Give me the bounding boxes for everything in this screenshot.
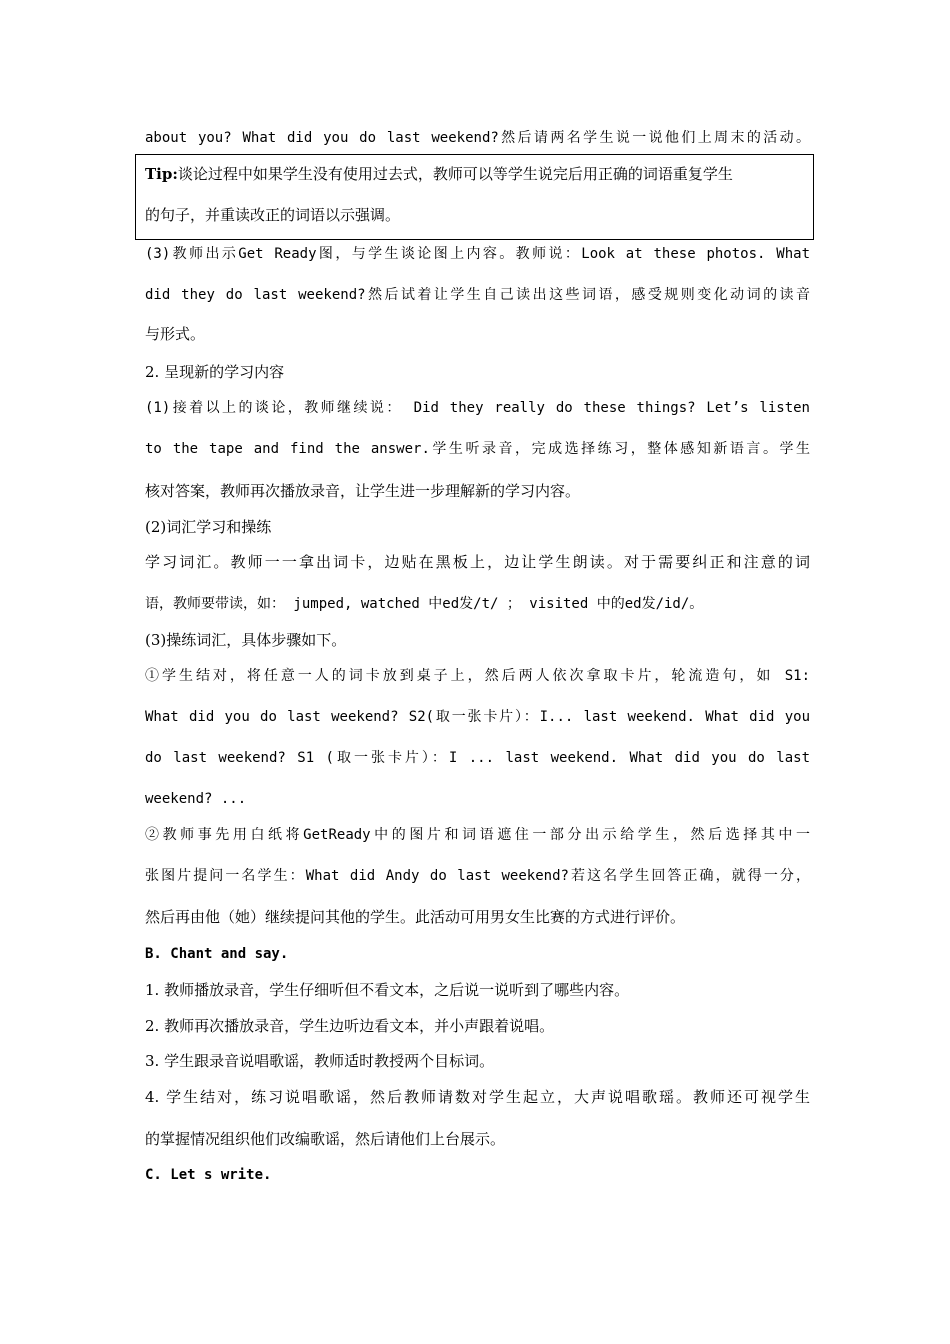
paragraph-line: 然后再由他（她）继续提问其他的学生。此活动可用男女生比赛的方式进行评价。 bbox=[145, 908, 686, 926]
paragraph-line: What did you do last weekend? S2(取一张卡片）：I... last weekend. What did you bbox=[145, 709, 810, 725]
tip-line: 的句子，并重读改正的词语以示强调。 bbox=[145, 206, 401, 224]
paragraph-line: 学习词汇。教师一一拿出词卡，边贴在黑板上，边让学生朗读。对于需要纠正和注意的词 bbox=[145, 553, 810, 571]
section-heading: C. Let s write. bbox=[145, 1167, 272, 1183]
section-heading: 2. 呈现新的学习内容 bbox=[145, 363, 285, 381]
list-item: 1. 教师播放录音，学生仔细听但不看文本，之后说一说听到了哪些内容。 bbox=[145, 981, 630, 999]
paragraph-line: (1)接着以上的谈论，教师继续说： Did they really do these things? Let’s listen bbox=[145, 400, 810, 416]
paragraph-line: 核对答案，教师再次播放录音，让学生进一步理解新的学习内容。 bbox=[145, 482, 581, 500]
paragraph-line: did they do last weekend?然后试着让学生自己读出这些词语，感受规则变化动词的读音 bbox=[145, 287, 810, 303]
subsection-heading: (2)词汇学习和操练 bbox=[145, 518, 272, 536]
paragraph-line: 语，教师要带读，如： jumped, watched 中ed发/t/ ； visited 中的ed发/id/。 bbox=[145, 596, 704, 612]
paragraph-line: to the tape and find the answer.学生听录音，完成选择练习，整体感知新语言。学生 bbox=[145, 441, 810, 457]
paragraph-line: weekend? ... bbox=[145, 791, 247, 807]
paragraph-line: ①学生结对，将任意一人的词卡放到桌子上，然后两人依次拿取卡片，轮流造句，如 S1: bbox=[145, 668, 810, 684]
paragraph-line: 与形式。 bbox=[145, 325, 206, 343]
paragraph-line: (3)教师出示Get Ready图，与学生谈论图上内容。教师说：Look at these photos. What bbox=[145, 246, 810, 262]
paragraph-line: do last weekend? S1 (取一张卡片）：I ... last weekend. What did you do last bbox=[145, 750, 810, 766]
subsection-heading: (3)操练词汇，具体步骤如下。 bbox=[145, 631, 347, 649]
tip-label: Tip: bbox=[145, 165, 178, 183]
tip-line bbox=[145, 164, 810, 184]
paragraph-line: about you? What did you do last weekend?然后请两名学生说一说他们上周末的活动。 bbox=[145, 130, 810, 146]
list-item: 2. 教师再次播放录音，学生边听边看文本，并小声跟着说唱。 bbox=[145, 1017, 555, 1035]
tip-text: 谈论过程中如果学生没有使用过去式，教师可以等学生说完后用正确的词语重复学生 bbox=[177, 165, 733, 183]
section-heading: B. Chant and say. bbox=[145, 946, 289, 962]
paragraph-line: 张图片提问一名学生：What did Andy do last weekend?若这名学生回答正确，就得一分， bbox=[145, 868, 810, 884]
list-item: 3. 学生跟录音说唱歌谣，教师适时教授两个目标词。 bbox=[145, 1052, 495, 1070]
paragraph-line: ②教师事先用白纸将GetReady中的图片和词语遮住一部分出示给学生，然后选择其中一 bbox=[145, 827, 810, 843]
list-item-continuation: 的掌握情况组织他们改编歌谣，然后请他们上台展示。 bbox=[145, 1130, 506, 1148]
list-item: 4. 学生结对，练习说唱歌谣，然后教师请数对学生起立，大声说唱歌瑶。教师还可视学生 bbox=[145, 1088, 810, 1106]
